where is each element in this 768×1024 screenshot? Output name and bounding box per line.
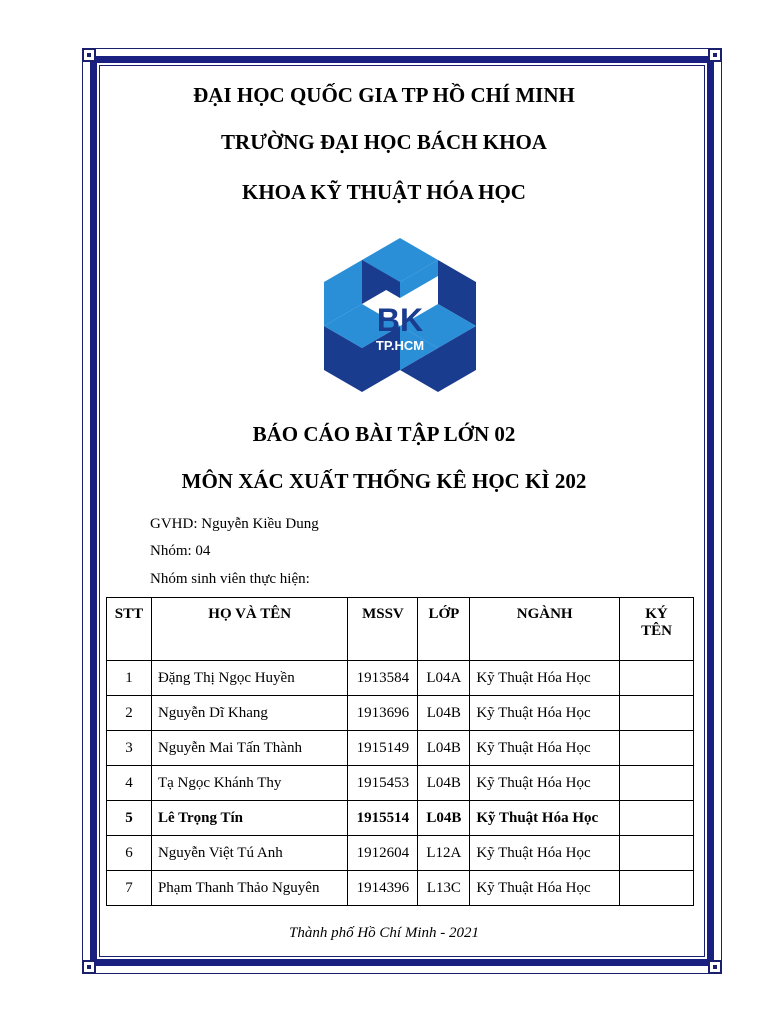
logo-text-bk: BK: [376, 302, 424, 338]
corner-ornament-top-left: [82, 48, 96, 62]
cell-signature: [620, 836, 694, 871]
students-table: [106, 597, 694, 906]
cell-class: L04B: [418, 801, 470, 836]
school-name: TRƯỜNG ĐẠI HỌC BÁCH KHOA: [221, 130, 547, 154]
cell-major: Kỹ Thuật Hóa Học: [470, 661, 620, 696]
table-row-highlighted: [107, 801, 694, 836]
logo-text-sub: TP.HCM: [375, 338, 425, 353]
cell-signature: [620, 661, 694, 696]
students-label: Nhóm sinh viên thực hiện:: [150, 571, 310, 587]
cell-class: L12A: [418, 836, 470, 871]
header-class: LỚP: [418, 598, 470, 661]
cell-mssv: 1915453: [348, 766, 418, 801]
cell-stt: 7: [107, 871, 152, 906]
cell-major: Kỹ Thuật Hóa Học: [470, 871, 620, 906]
table-row: [107, 871, 694, 906]
course-title: MÔN XÁC XUẤT THỐNG KÊ HỌC KÌ 202: [181, 469, 587, 493]
header-major: NGÀNH: [470, 598, 620, 661]
cell-class: L04B: [418, 731, 470, 766]
cell-signature: [620, 766, 694, 801]
header-mssv: MSSV: [348, 598, 418, 661]
university-name: ĐẠI HỌC QUỐC GIA TP HỒ CHÍ MINH: [193, 83, 575, 107]
cell-stt: 5: [107, 801, 152, 836]
cell-major: Kỹ Thuật Hóa Học: [470, 696, 620, 731]
cell-major: Kỹ Thuật Hóa Học: [470, 766, 620, 801]
table-header-row: [107, 598, 694, 661]
table-row: [107, 766, 694, 801]
cell-class: L04B: [418, 696, 470, 731]
header-name: HỌ VÀ TÊN: [151, 598, 348, 661]
report-title: BÁO CÁO BÀI TẬP LỚN 02: [252, 422, 516, 446]
table-row: [107, 836, 694, 871]
cell-mssv: 1914396: [348, 871, 418, 906]
cell-name: Nguyễn Dĩ Khang: [151, 696, 348, 731]
corner-ornament-bottom-right: [708, 960, 722, 974]
cell-class: L04A: [418, 661, 470, 696]
instructor: GVHD: Nguyễn Kiều Dung: [150, 516, 319, 532]
cell-stt: 4: [107, 766, 152, 801]
cell-mssv: 1912604: [348, 836, 418, 871]
group-number: Nhóm: 04: [150, 543, 211, 559]
cell-stt: 3: [107, 731, 152, 766]
faculty-name: KHOA KỸ THUẬT HÓA HỌC: [242, 180, 526, 204]
cell-name: Nguyễn Việt Tú Anh: [151, 836, 348, 871]
corner-ornament-bottom-left: [82, 960, 96, 974]
cell-name: Lê Trọng Tín: [151, 801, 348, 836]
cell-mssv: 1915149: [348, 731, 418, 766]
cell-signature: [620, 731, 694, 766]
footer-place-year: Thành phố Hồ Chí Minh - 2021: [288, 925, 479, 941]
header-signature: KÝ TÊN: [620, 598, 694, 661]
cell-stt: 6: [107, 836, 152, 871]
cell-name: Tạ Ngọc Khánh Thy: [151, 766, 348, 801]
table-row: [107, 696, 694, 731]
cell-major: Kỹ Thuật Hóa Học: [470, 801, 620, 836]
cell-name: Nguyễn Mai Tấn Thành: [151, 731, 348, 766]
cell-name: Đặng Thị Ngọc Huyền: [151, 661, 348, 696]
cell-mssv: 1913696: [348, 696, 418, 731]
cell-mssv: 1915514: [348, 801, 418, 836]
cell-class: L13C: [418, 871, 470, 906]
cell-signature: [620, 696, 694, 731]
cell-stt: 2: [107, 696, 152, 731]
cell-signature: [620, 871, 694, 906]
cell-signature: [620, 801, 694, 836]
cell-mssv: 1913584: [348, 661, 418, 696]
cell-stt: 1: [107, 661, 152, 696]
cell-major: Kỹ Thuật Hóa Học: [470, 836, 620, 871]
cell-name: Phạm Thanh Thảo Nguyên: [151, 871, 348, 906]
cell-major: Kỹ Thuật Hóa Học: [470, 731, 620, 766]
cell-class: L04B: [418, 766, 470, 801]
table-row: [107, 661, 694, 696]
table-row: [107, 731, 694, 766]
corner-ornament-top-right: [708, 48, 722, 62]
bk-logo: [324, 238, 476, 396]
header-stt: STT: [107, 598, 152, 661]
